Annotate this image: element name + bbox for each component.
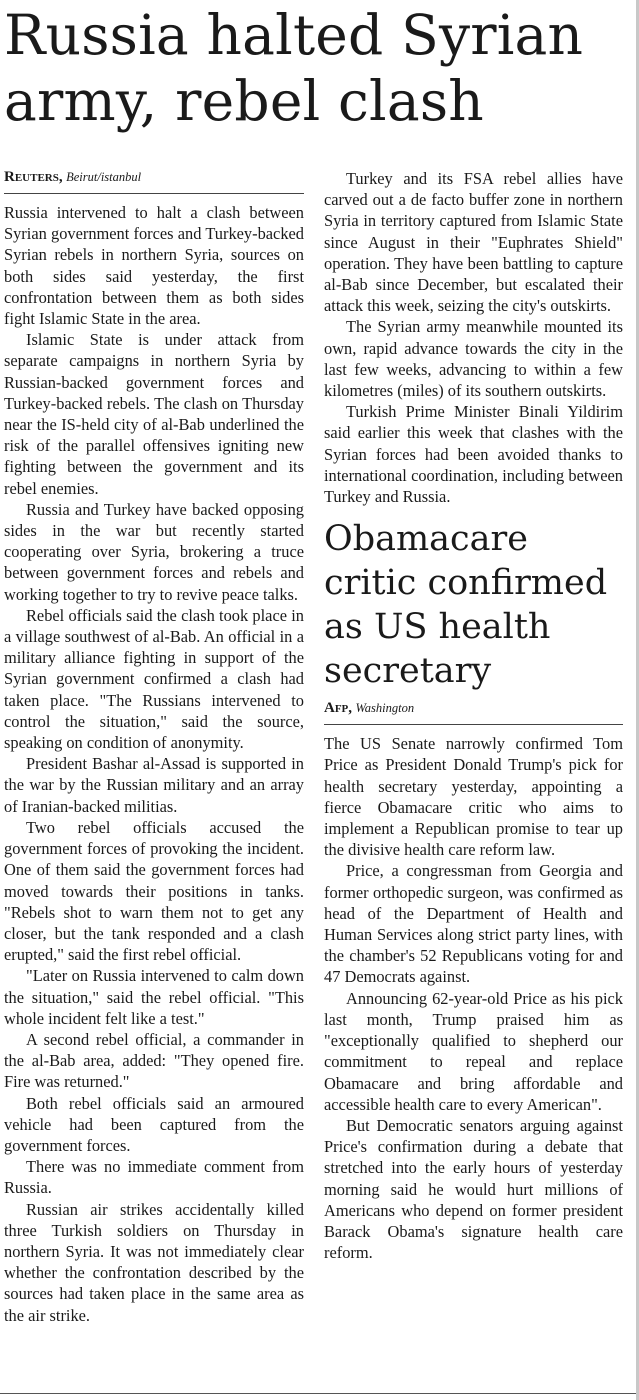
paragraph: The Syrian army meanwhile mounted its own, rapid advance towards the city in the last few weeks, advancing to within a few kilometres (miles) of its southern outskirts. [324,317,623,401]
column-left [4,168,304,1326]
paragraph: Rebel officials said the clash took place in a village southwest of al-Bab. An official in a military alliance fighting in support of the Syrian government confirmed a clash had taken place. "The Russians intervened to control the situation," said the source, speaking on condition of anonymity. [4,605,304,753]
paragraph: Russian air strikes accidentally killed three Turkish soldiers on Thursday in northern Syria. It was not immediately clear whether the confrontation described by the sources had taken place in the same area as the air strike. [4,1199,304,1325]
bottom-rule [0,1393,636,1394]
second-byline [324,699,623,725]
paragraph: Price, a congressman from Georgia and former orthopedic surgeon, was confirmed as head of the Department of Health and Human Services along strict party lines, with the chamber's 52 Republicans voting for and 47 Democrats against. [324,861,623,987]
paragraph: Turkey and its FSA rebel allies have carved out a de facto buffer zone in northern Syria in territory captured from Islamic State since August in their "Euphrates Shield" operation. They have been battling to capture al-Bab since December, but escalated their attack this week, seizing the city's outskirts. [324,169,623,316]
paragraph: Russia intervened to halt a clash between Syrian government forces and Turkey-backed Syrian rebels in northern Syria, sources on both sides said yesterday, the first confrontation between them as both sides fight Islamic State in the area. [4,203,304,329]
paragraph: Both rebel officials said an armoured vehicle had been captured from the government forces. [4,1093,304,1155]
paragraph: There was no immediate comment from Russia. [4,1157,304,1198]
byline-agency: Afp, [324,700,353,717]
paragraph: But Democratic senators arguing against Price's confirmation during a debate that stretched into the early hours of yesterday morning said he would hurt millions of Americans who depend on former president Barack Obama's signature health care reform. [324,1115,623,1263]
main-headline: Russia halted Syrian army, rebel clash [4,3,584,133]
main-byline [4,168,304,194]
byline-place: Washington [355,701,415,716]
paragraph: President Bashar al-Assad is supported in the war by the Russian military and an array of Iranian-backed militias. [4,754,304,816]
paragraph: The US Senate narrowly confirmed Tom Price as President Donald Trump's pick for health secretary yesterday, appointing a fierce Obamacare critic who aims to implement a Republican promise to tear up the divisive health care reform law. [324,734,623,860]
paragraph: Two rebel officials accused the government forces of provoking the incident. One of them said the government forces had moved towards their positions in tanks. "Rebels shot to warn them not to get any closer, but the tank responded and a clash erupted," said the first rebel official. [4,817,304,965]
paragraph: Russia and Turkey have backed opposing sides in the war but recently started cooperating over Syria, brokering a truce between government forces and rebels and working together to try to revive peace talks. [4,499,304,604]
paragraph: Turkish Prime Minister Binali Yildirim said earlier this week that clashes with the Syrian forces had been avoided thanks to international coordination, including between Turkey and Russia. [324,402,623,507]
byline-place: Beirut/istanbul [66,170,142,184]
paragraph: A second rebel official, a commander in the al-Bab area, added: "They opened fire. Fire was returned." [4,1029,304,1092]
paragraph: "Later on Russia intervened to calm down the situation," said the rebel official. "This whole incident felt like a test." [4,966,304,1028]
second-headline: Obamacare critic confirmed as US health secretary [324,519,608,692]
byline-agency: Reuters, [4,169,63,185]
column-right [324,168,623,1263]
paragraph: Islamic State is under attack from separate campaigns in northern Syria by Russian-backed government forces and Turkey-backed rebels. The clash on Thursday near the IS-held city of al-Bab underlined the risk of the parallel offensives igniting new fighting between the government and its rebel enemies. [4,330,304,498]
paragraph: Announcing 62-year-old Price as his pick last month, Trump praised him as "exceptionally qualified to shepherd our commitment to repeal and replace Obamacare and bring affordable and accessible health care to every American". [324,988,623,1114]
